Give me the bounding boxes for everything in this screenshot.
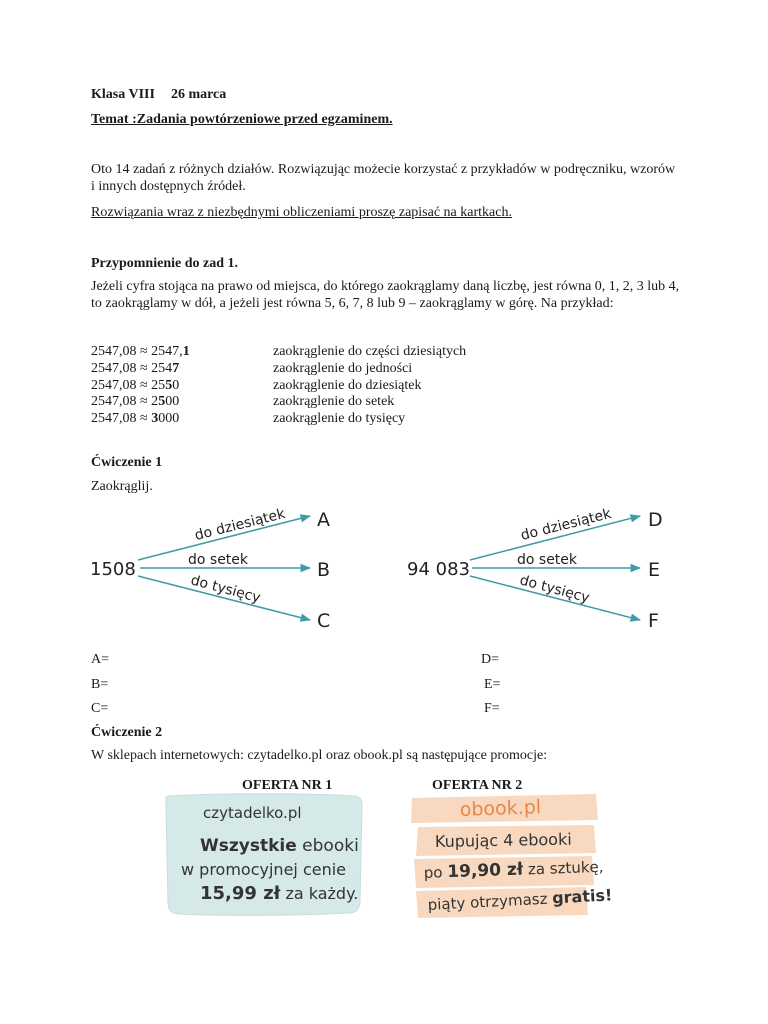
answer-f: F= bbox=[484, 701, 500, 716]
rounding-examples bbox=[91, 344, 466, 428]
target-a: A bbox=[317, 509, 330, 531]
instruction-text: Rozwiązania wraz z niezbędnymi obliczeniami proszę zapisać na kartkach. bbox=[91, 205, 512, 220]
target-c: C bbox=[317, 610, 331, 632]
answer-c: C= bbox=[91, 701, 109, 716]
diagram1-label-tens: do dziesiątek bbox=[193, 505, 287, 544]
target-e: E bbox=[648, 559, 661, 581]
example-row: 2547,08 ≈ 2500 zaokrąglenie do setek bbox=[91, 394, 395, 410]
example-row: 2547,08 ≈ 2547 zaokrąglenie do jedności bbox=[91, 360, 413, 376]
offer1-price-line: 15,99 zł za każdy. bbox=[200, 883, 359, 904]
example-row: 2547,08 ≈ 3000 zaokrąglenie do tysięcy bbox=[91, 411, 406, 427]
offer2-line1: Kupując 4 ebooki bbox=[434, 829, 572, 851]
offer2-heading: OFERTA NR 2 bbox=[432, 778, 523, 793]
offer1-line1: Wszystkie ebooki bbox=[200, 836, 359, 856]
diagram2-label-tens: do dziesiątek bbox=[519, 505, 613, 544]
answer-e: E= bbox=[484, 677, 501, 692]
rounding-diagrams bbox=[0, 500, 768, 635]
offer2-line3: piąty otrzymasz gratis! bbox=[427, 885, 613, 914]
diagram2-label-thousands: do tysięcy bbox=[517, 572, 592, 607]
target-f: F bbox=[648, 610, 659, 632]
example-row: 2547,08 ≈ 2547,1 zaokrąglenie do części dziesiątych bbox=[91, 344, 467, 359]
diagram1-label-hundreds: do setek bbox=[188, 552, 249, 568]
target-b: B bbox=[317, 559, 331, 581]
answer-d: D= bbox=[481, 652, 500, 667]
answer-b: B= bbox=[91, 677, 109, 692]
exercise2-title: Ćwiczenie 2 bbox=[91, 725, 163, 740]
offer1-shop: czytadelko.pl bbox=[203, 804, 302, 822]
diagram-2 bbox=[407, 506, 663, 632]
diagram-1 bbox=[90, 506, 330, 632]
exercise1-instruction: Zaokrąglij. bbox=[91, 479, 153, 494]
example-row: 2547,08 ≈ 2550 zaokrąglenie do dziesiątek bbox=[91, 377, 422, 393]
offer2-line2: po 19,90 zł za sztukę, bbox=[423, 857, 604, 883]
answer-a: A= bbox=[91, 652, 110, 667]
diagram1-number: 1508 bbox=[90, 559, 136, 580]
offer2-shop: obook.pl bbox=[459, 796, 542, 821]
target-d: D bbox=[648, 509, 663, 531]
diagram2-label-hundreds: do setek bbox=[517, 552, 578, 568]
offer1-line2: w promocyjnej cenie bbox=[181, 860, 347, 879]
offer2-card bbox=[406, 790, 613, 920]
class-label: Klasa VIII 26 marca bbox=[91, 87, 227, 102]
diagram2-number: 94 083 bbox=[407, 559, 470, 580]
date-label: 26 marca bbox=[170, 87, 227, 102]
exercise2-text: W sklepach internetowych: czytadelko.pl oraz obook.pl są następujące promocje: bbox=[91, 748, 548, 763]
reminder-paragraph: Jeżeli cyfra stojąca na prawo od miejsca, do którego zaokrąglamy daną liczbę, jest równa 0, 1, 2, 3 lub 4, to zaokrąglamy w dół, a jeżeli jest równa 5, 6, 7, 8 lub 9 – zaokrąglamy w górę. Na przykład: bbox=[91, 279, 680, 311]
offer1-heading: OFERTA NR 1 bbox=[242, 778, 333, 793]
reminder-title: Przypomnienie do zad 1. bbox=[91, 256, 238, 271]
diagram1-label-thousands: do tysięcy bbox=[188, 572, 263, 607]
exercise1-title: Ćwiczenie 1 bbox=[91, 455, 163, 470]
topic-title: Temat :Zadania powtórzeniowe przed egzaminem. bbox=[91, 112, 393, 127]
intro-paragraph: Oto 14 zadań z różnych działów. Rozwiązując możecie korzystać z przykładów w podręczniku, wzorów i innych dostępnych źródeł. bbox=[91, 162, 676, 194]
offer1-card bbox=[160, 792, 365, 920]
